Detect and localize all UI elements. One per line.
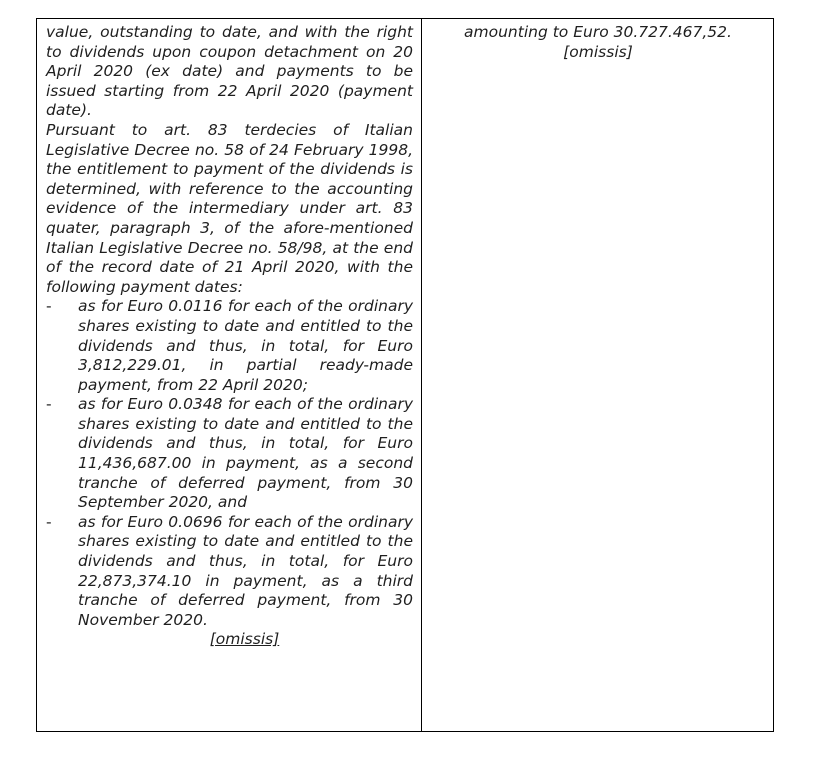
amount-text: amounting to Euro 30.727.467,52. [464, 23, 732, 41]
document-table [36, 18, 774, 732]
dash-marker: - [46, 512, 52, 531]
list-item-text: as for Euro 0.0116 for each of the ordinary shares existing to date and entitled to the dividends and thus, in total, for Euro 3,812,229.01, in partial ready-made payment, from 22 April 2020; [78, 297, 413, 394]
list-item [46, 395, 413, 513]
omissis-left: [omissis] [209, 630, 280, 649]
list-item-text: as for Euro 0.0696 for each of the ordinary shares existing to date and entitled to the dividends and thus, in total, for Euro 22,873,374.10 in payment, as a third tranche of deferred payment, from 30 November 2020. [78, 512, 413, 629]
dash-marker: - [46, 297, 52, 316]
intro-paragraph: value, outstanding to date, and with the right to dividends upon coupon detachment on 20 April 2020 (ex date) and payments to be issued starting from 22 April 2020 (payment date). [46, 23, 413, 120]
pursuant-paragraph: Pursuant to art. 83 terdecies of Italian Legislative Decree no. 58 of 24 February 1998, the entitlement to payment of the dividends is determined, with reference to the accounting evidence of the intermediary under art. 83 quater, paragraph 3, of the afore-mentioned Italian Legislative Decree no. 58/98, at the end of the record date of 21 April 2020, with the following payment dates: [46, 120, 413, 296]
list-item-text: as for Euro 0.0348 for each of the ordinary shares existing to date and entitled to the dividends and thus, in total, for Euro 11,436,687.00 in payment, as a second tranche of deferred payment, from 30 September 2020, and [78, 395, 413, 512]
left-cell [37, 19, 422, 732]
payment-dates-list [46, 297, 413, 630]
dash-marker: - [46, 395, 52, 414]
right-cell [422, 19, 774, 732]
omissis-right: [omissis] [563, 42, 633, 61]
list-item [46, 513, 413, 631]
list-item [46, 297, 413, 395]
table-row [37, 19, 774, 732]
